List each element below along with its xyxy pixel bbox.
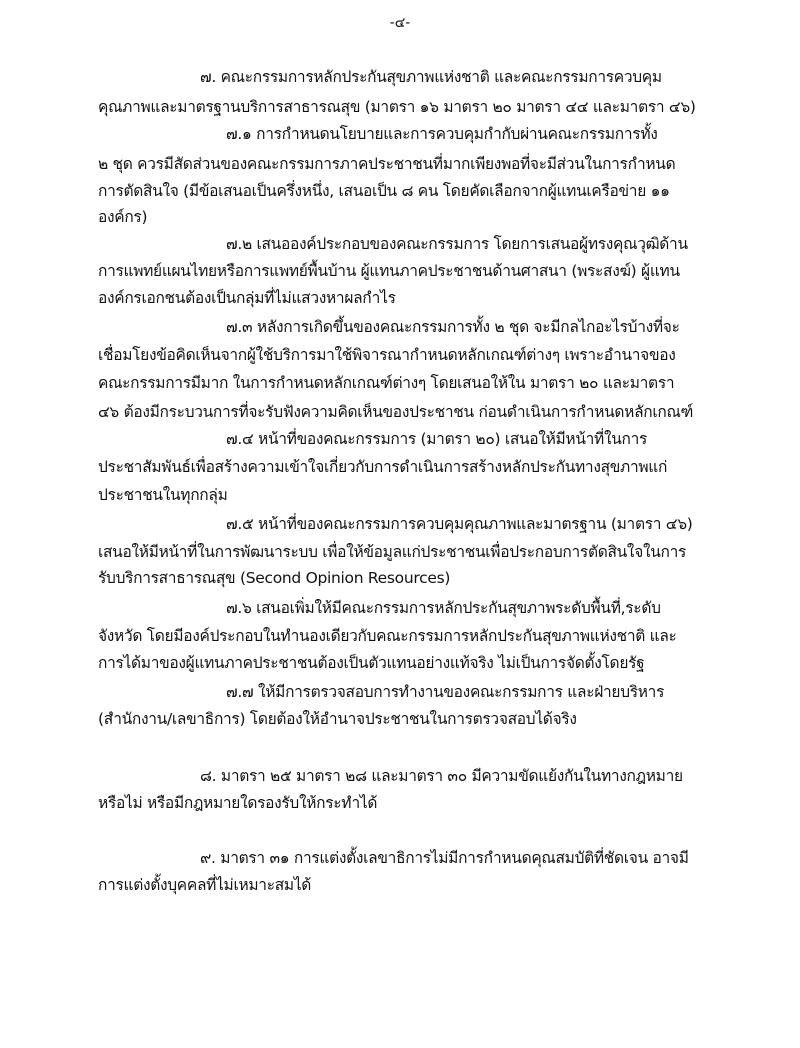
section-7-line-1: ๗. คณะกรรมการหลักประกันสุขภาพแห่งชาติ และคณะกรรมการควบคุม — [200, 68, 662, 86]
subsection-7-5-line-3: รับบริการสาธารณสุข (Second Opinion Resources) — [98, 569, 451, 587]
subsection-7-3-line-4: ๔๖ ต้องมีกระบวนการที่จะรับฟังความคิดเห็นของประชาชน ก่อนดำเนินการกำหนดหลักเกณฑ์ — [98, 403, 694, 421]
subsection-7-1-line-3: การตัดสินใจ (มีข้อเสนอเป็นครึ่งหนึ่ง, เสนอเป็น ๘ คน โดยคัดเลือกจากผู้แทนเครือข่าย ๑๑ — [98, 182, 670, 200]
subsection-7-5-line-1: ๗.๕ หน้าที่ของคณะกรรมการควบคุมคุณภาพและมาตรฐาน (มาตรา ๔๖) — [226, 515, 693, 533]
subsection-7-7-line-1: ๗.๗ ให้มีการตรวจสอบการทำงานของคณะกรรมการ และฝ่ายบริหาร — [226, 683, 665, 701]
subsection-7-2-line-3: องค์กรเอกชนต้องเป็นกลุ่มที่ไม่แสวงหาผลกำไร — [98, 289, 396, 307]
item-9-line-2: การแต่งตั้งบุคคลที่ไม่เหมาะสมได้ — [98, 876, 312, 894]
subsection-7-6-line-3: การได้มาของผู้แทนภาคประชาชนต้องเป็นตัวแทนอย่างแท้จริง ไม่เป็นการจัดตั้งโดยรัฐ — [98, 654, 645, 672]
subsection-7-2-line-2: การแพทย์แผนไทยหรือการแพทย์พื้นบ้าน ผู้แทนภาคประชาชนด้านศาสนา (พระสงฆ์) ผู้แทน — [98, 262, 680, 280]
subsection-7-3-line-1: ๗.๓ หลังการเกิดขึ้นของคณะกรรมการทั้ง ๒ ชุด จะมีกลไกอะไรบ้างที่จะ — [226, 318, 680, 336]
item-8-line-2: หรือไม่ หรือมีกฎหมายใดรองรับให้กระทำได้ — [98, 794, 378, 812]
subsection-7-1-line-4: องค์กร) — [98, 208, 148, 226]
subsection-7-4-line-3: ประชาชนในทุกกลุ่ม — [98, 486, 228, 504]
subsection-7-6-line-1: ๗.๖ เสนอเพิ่มให้มีคณะกรรมการหลักประกันสุขภาพระดับพื้นที่,ระดับ — [226, 599, 661, 617]
page-number: -๔- — [389, 15, 411, 31]
subsection-7-2-line-1: ๗.๒ เสนอองค์ประกอบของคณะกรรมการ โดยการเสนอผู้ทรงคุณวุฒิด้าน — [226, 235, 688, 253]
subsection-7-1-line-1: ๗.๑ การกำหนดนโยบายและการควบคุมกำกับผ่านคณะกรรมการทั้ง — [226, 125, 658, 143]
subsection-7-6-line-2: จังหวัด โดยมีองค์ประกอบในทำนองเดียวกับคณะกรรมการหลักประกันสุขภาพแห่งชาติ และ — [98, 627, 677, 645]
item-8-line-1: ๘. มาตรา ๒๕ มาตรา ๒๘ และมาตรา ๓๐ มีความขัดแย้งกันในทางกฎหมาย — [200, 767, 683, 785]
item-9-line-1: ๙. มาตรา ๓๑ การแต่งตั้งเลขาธิการไม่มีการกำหนดคุณสมบัติที่ชัดเจน อาจมี — [200, 849, 689, 867]
subsection-7-4-line-2: ประชาสัมพันธ์เพื่อสร้างความเข้าใจเกี่ยวกับการดำเนินการสร้างหลักประกันทางสุขภาพแก่ — [98, 458, 668, 476]
subsection-7-7-line-2: (สำนักงาน/เลขาธิการ) โดยต้องให้อำนาจประชาชนในการตรวจสอบได้จริง — [98, 710, 577, 728]
section-7-line-2: คุณภาพและมาตรฐานบริการสาธารณสุข (มาตรา ๑๖ มาตรา ๒๐ มาตรา ๔๔ และมาตรา ๔๖) — [98, 98, 696, 116]
subsection-7-5-line-2: เสนอให้มีหน้าที่ในการพัฒนาระบบ เพื่อให้ข้อมูลแก่ประชาชนเพื่อประกอบการตัดสินใจในการ — [98, 543, 687, 561]
subsection-7-3-line-2: เชื่อมโยงข้อคิดเห็นจากผู้ใช้บริการมาใช้พิจารณากำหนดหลักเกณฑ์ต่างๆ เพราะอำนาจของ — [98, 346, 676, 364]
subsection-7-4-line-1: ๗.๔ หน้าที่ของคณะกรรมการ (มาตรา ๒๐) เสนอให้มีหน้าที่ในการ — [226, 430, 648, 448]
subsection-7-3-line-3: คณะกรรมการมีมาก ในการกำหนดหลักเกณฑ์ต่างๆ โดยเสนอให้ใน มาตรา ๒๐ และมาตรา — [98, 374, 675, 392]
subsection-7-1-line-2: ๒ ชุด ควรมีสัดส่วนของคณะกรรมการภาคประชาชนที่มากเพียงพอที่จะมีส่วนในการกำหนด — [98, 155, 676, 173]
